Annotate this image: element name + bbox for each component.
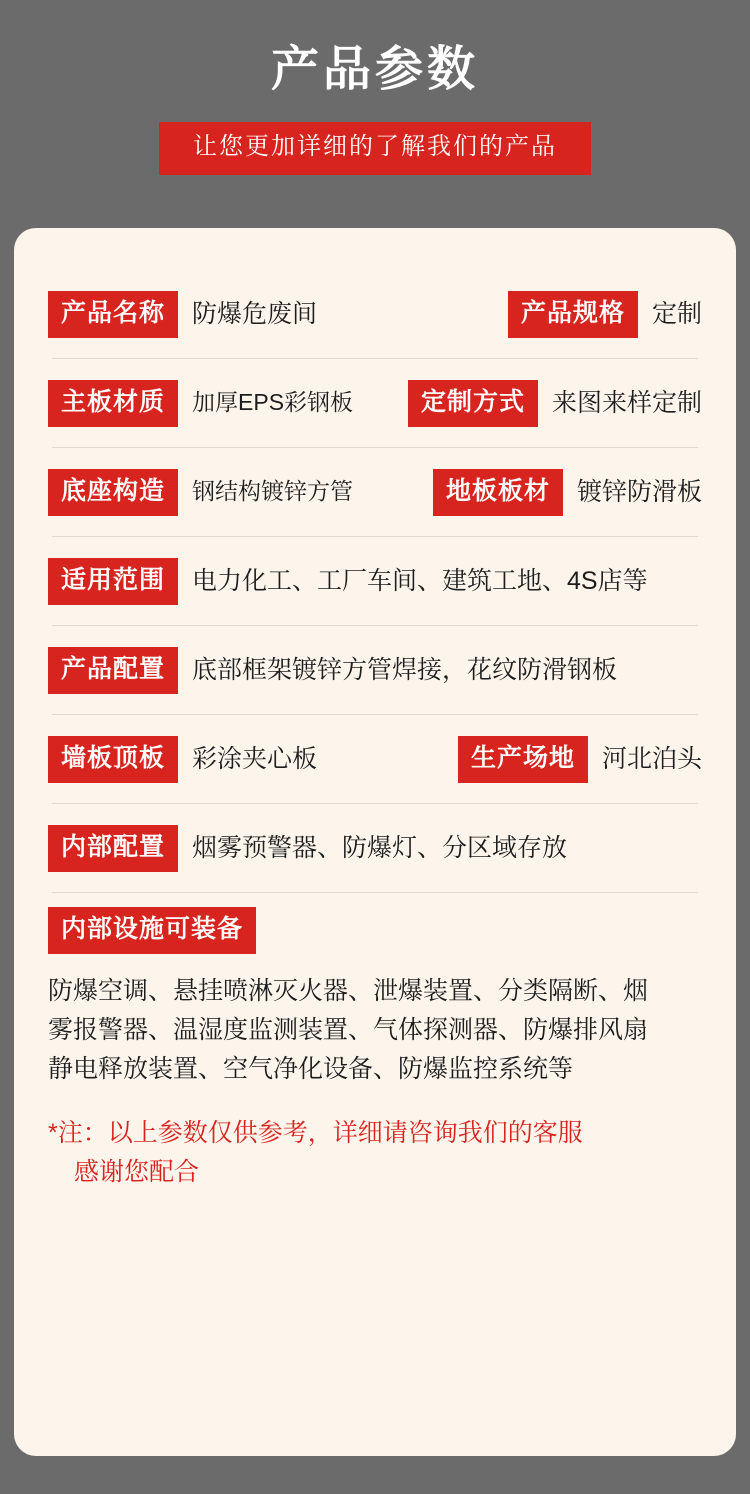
spec-pair (48, 291, 317, 338)
spec-value: 河北泊头 (601, 745, 702, 773)
spec-value: 电力化工、工厂车间、建筑工地、4S店等 (192, 567, 648, 595)
footnote (48, 1114, 702, 1192)
spec-pair (48, 558, 648, 605)
spec-label: 地板板材 (433, 469, 563, 516)
footnote-line-1: *注：以上参数仅供参考，详细请咨询我们的客服 (48, 1119, 583, 1148)
table-row (48, 640, 702, 700)
spec-pair (433, 469, 702, 516)
spec-label: 底座构造 (48, 469, 178, 516)
spec-pair (508, 291, 702, 338)
spec-label: 主板材质 (48, 380, 178, 427)
spec-pair (408, 380, 702, 427)
equipment-line: 静电释放装置、空气净化设备、防爆监控系统等 (48, 1054, 574, 1083)
table-row (48, 462, 702, 522)
spec-pair (48, 380, 353, 427)
spec-pair (48, 469, 353, 516)
spec-label: 产品配置 (48, 647, 178, 694)
spec-value: 彩涂夹心板 (192, 745, 318, 773)
row-divider (52, 892, 698, 893)
spec-value: 钢结构镀锌方管 (192, 478, 354, 505)
table-row (48, 284, 702, 344)
row-divider (52, 625, 698, 626)
table-row (48, 818, 702, 878)
spec-value: 底部框架镀锌方管焊接，花纹防滑钢板 (192, 656, 618, 684)
equipment-line: 防爆空调、悬挂喷淋灭火器、泄爆装置、分类隔断、烟 (48, 977, 649, 1005)
footnote-line-2: 感谢您配合 (74, 1158, 200, 1186)
row-divider (52, 447, 698, 448)
spec-pair (458, 736, 702, 783)
row-divider (52, 803, 698, 804)
spec-value: 加厚EPS彩钢板 (192, 389, 354, 416)
spec-value: 来图来样定制 (551, 389, 702, 417)
spec-label: 内部配置 (48, 825, 178, 872)
spec-pair (48, 647, 617, 694)
page-subtitle-banner: 让您更加详细的了解我们的产品 (159, 122, 591, 175)
spec-value: 烟雾预警器、防爆灯、分区域存放 (192, 834, 568, 862)
table-row (48, 373, 702, 433)
spec-label: 生产场地 (458, 736, 588, 783)
row-divider (52, 536, 698, 537)
page-title: 产品参数 (270, 43, 479, 96)
spec-value: 防爆危废间 (192, 300, 318, 328)
row-divider (52, 714, 698, 715)
row-divider (52, 358, 698, 359)
equipment-label: 内部设施可装备 (48, 907, 256, 954)
spec-label: 墙板顶板 (48, 736, 178, 783)
spec-label: 定制方式 (408, 380, 538, 427)
spec-value: 定制 (651, 300, 702, 328)
spec-pair (48, 825, 567, 872)
equipment-section (48, 907, 702, 954)
equipment-line: 雾报警器、温湿度监测装置、气体探测器、防爆排风扇 (48, 1015, 649, 1044)
spec-value: 镀锌防滑板 (576, 478, 702, 506)
equipment-body (48, 972, 702, 1088)
table-row (48, 551, 702, 611)
spec-label: 适用范围 (48, 558, 178, 605)
page-header (0, 0, 750, 175)
page-subtitle-wrap (0, 122, 750, 175)
spec-card (14, 228, 736, 1456)
spec-label: 产品名称 (48, 291, 178, 338)
table-row (48, 729, 702, 789)
spec-pair (48, 736, 317, 783)
spec-label: 产品规格 (508, 291, 638, 338)
